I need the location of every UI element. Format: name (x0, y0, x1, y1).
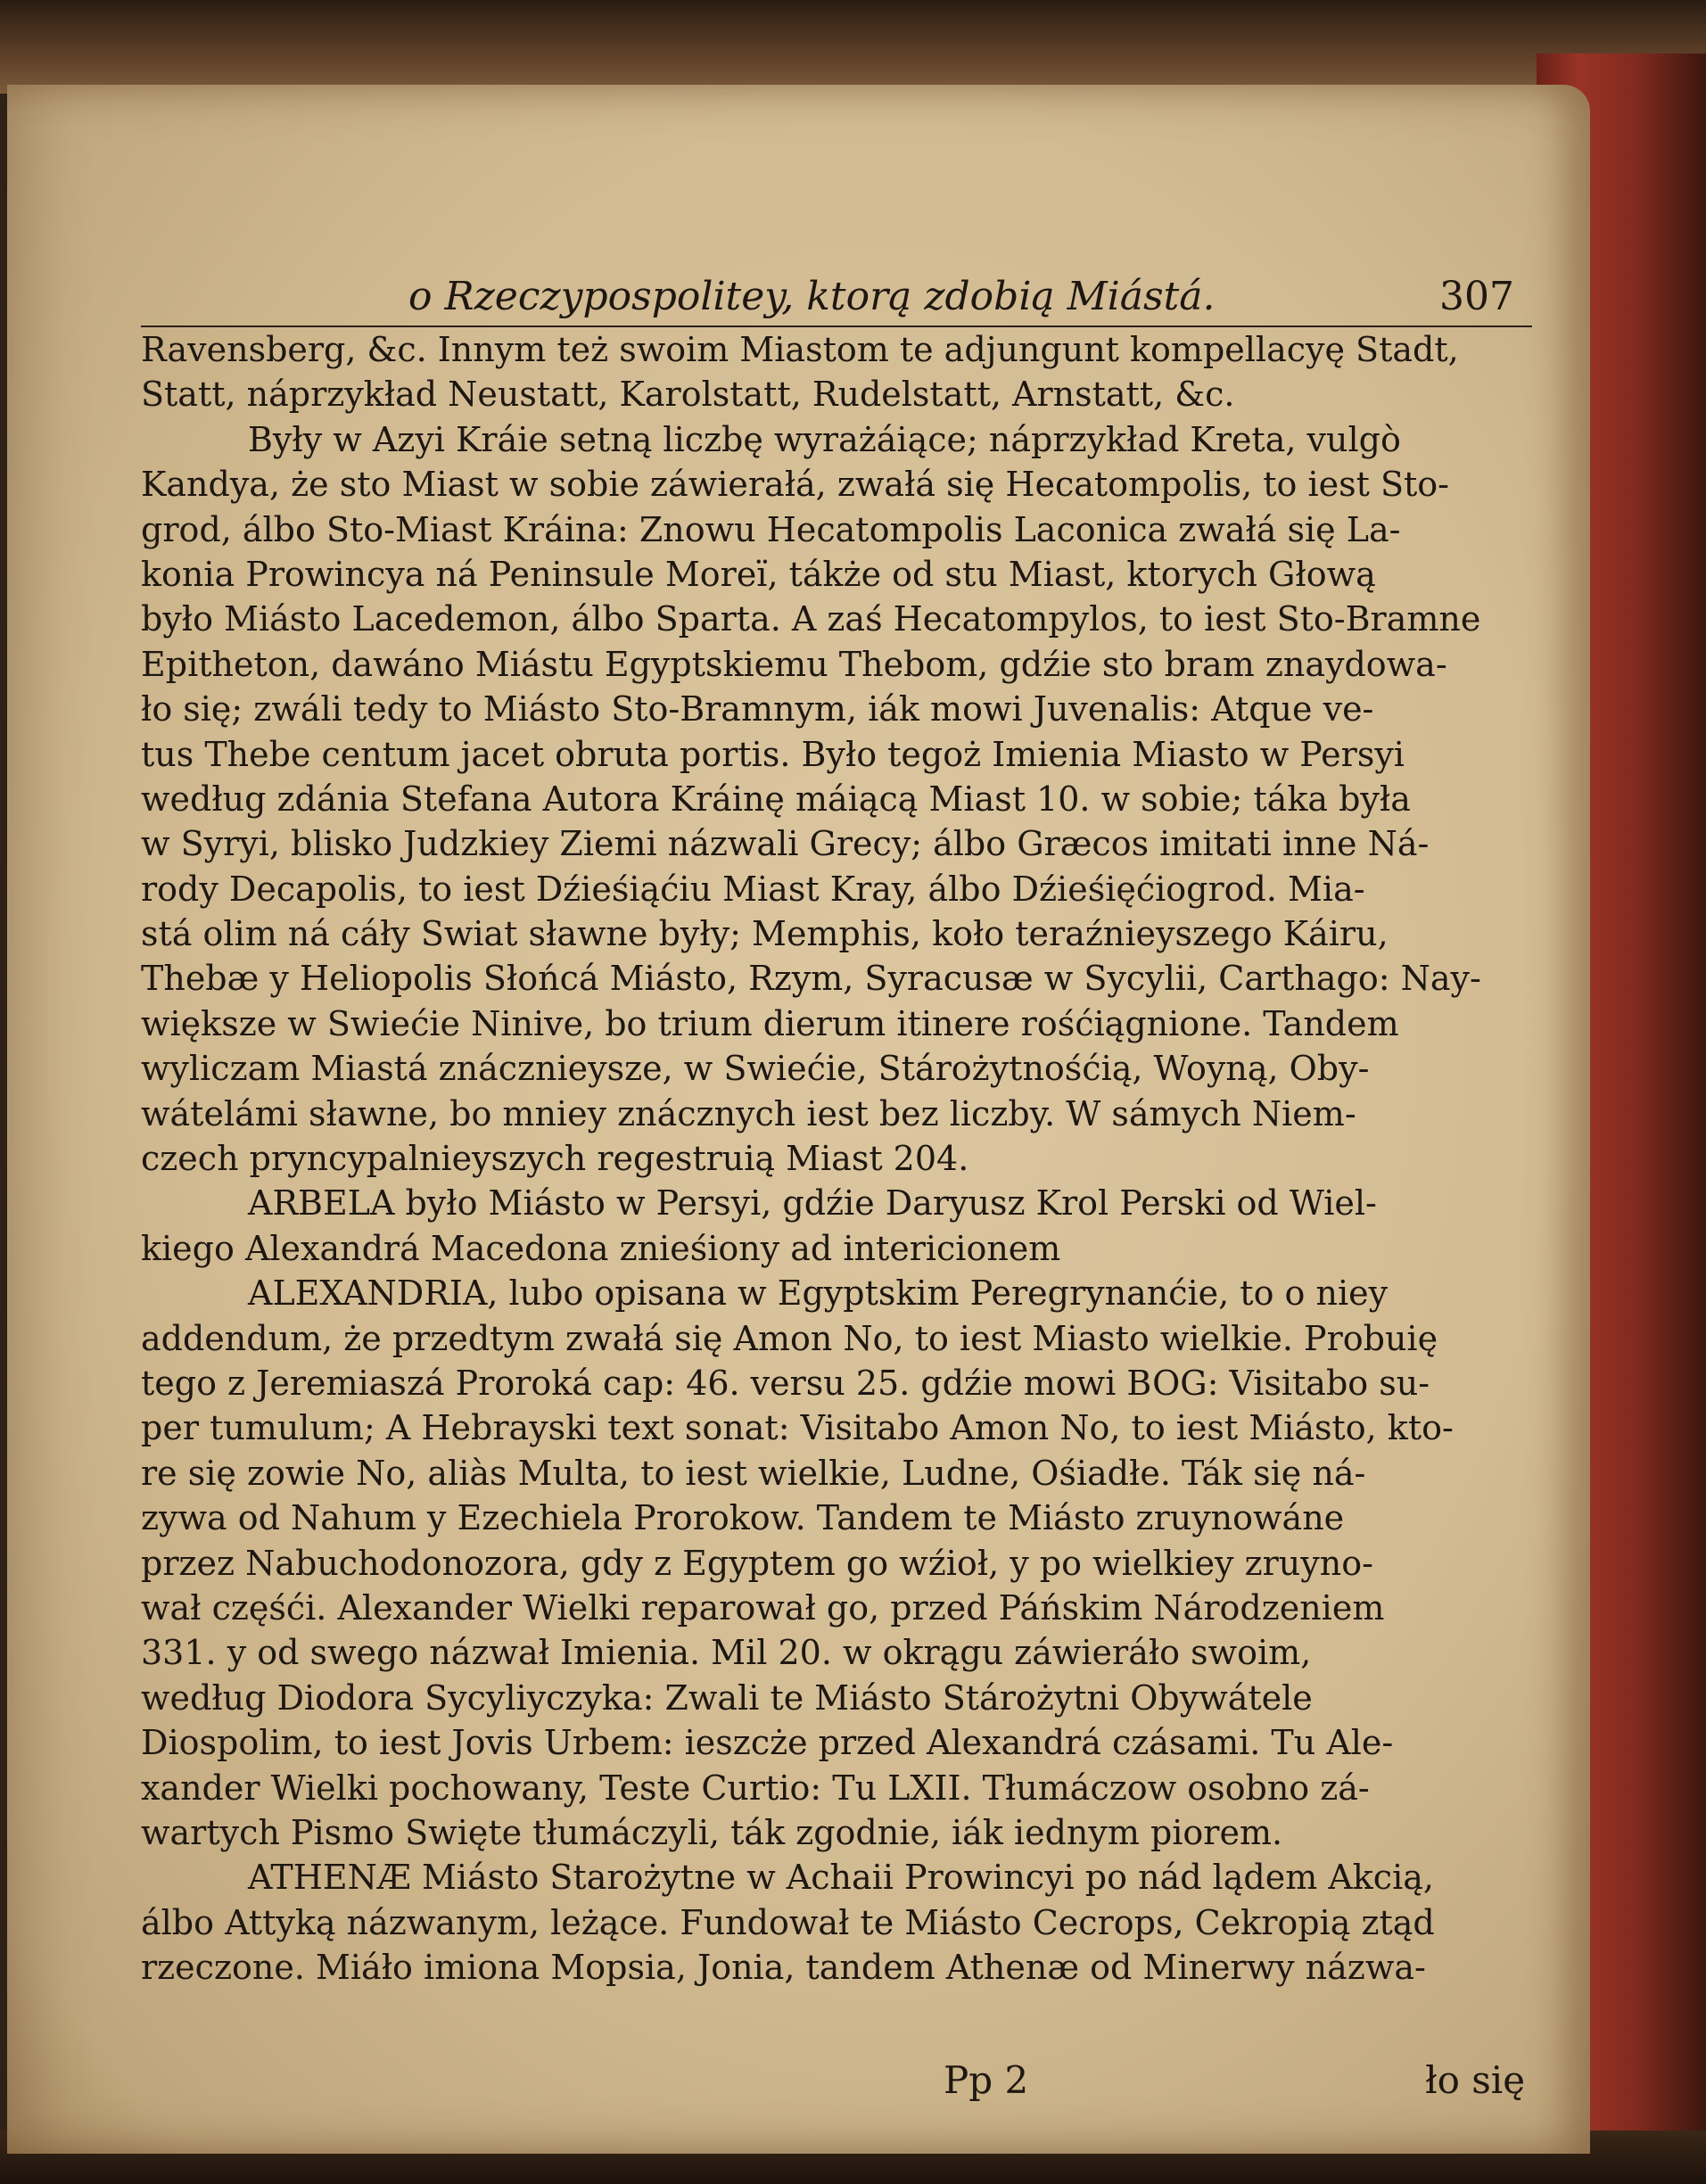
text-line: wartych Pismo Swięte tłumáczyli, ták zgodnie, iák iednym piorem. (141, 1812, 1283, 1852)
text-line: ARBELA było Miásto w Persyi, gdźie Daryusz Krol Perski od Wiel- (248, 1183, 1377, 1224)
text-line: Były w Azyi Kráie setną liczbę wyrażáiące; náprzykład Kreta, vulgò (248, 419, 1401, 459)
text-line: konia Prowincya ná Peninsule Moreï, tákże od stu Miast, ktorych Głową (141, 554, 1376, 594)
text-line: większe w Swiećie Ninive, bo trium dierum itinere rośćiągnione. Tandem (141, 1003, 1399, 1043)
text-line: rody Decapolis, to iest Dźieśiąćiu Miast Kray, álbo Dźieśięćiogrod. Mia- (141, 869, 1365, 909)
text-line: przez Nabuchodonozora, gdy z Egyptem go wźioł, y po wielkiey zruyno- (141, 1543, 1373, 1583)
text-line: rzeczone. Miáło imiona Mopsia, Jonia, tandem Athenæ od Minerwy názwa- (141, 1948, 1426, 1988)
signature-mark: Pp 2 (944, 2058, 1029, 2102)
text-line: było Miásto Lacedemon, álbo Sparta. A zaś Hecatompylos, to iest Sto-Bramne (141, 599, 1481, 639)
text-line: Thebæ y Heliopolis Słońcá Miásto, Rzym, Syracusæ w Sycylii, Carthago: Nay- (141, 959, 1481, 999)
text-block (141, 272, 1532, 2184)
text-line: 331. y od swego názwał Imienia. Mil 20. w okrągu záwieráło swoim, (141, 1633, 1312, 1673)
text-line: według Diodora Sycyliyczyka: Zwali te Miásto Stárożytni Obywátele (141, 1677, 1313, 1718)
text-line: Statt, náprzykład Neustatt, Karolstatt, Rudelstatt, Arnstatt, &c. (141, 375, 1235, 415)
text-line: addendum, że przedtym zwałá się Amon No, to iest Miasto wielkie. Probuię (141, 1318, 1438, 1358)
text-line: wał częśći. Alexander Wielki reparował go, przed Páńskim Národzeniem (141, 1587, 1385, 1628)
text-line: w Syryi, blisko Judzkiey Ziemi názwali Grecy; álbo Græcos imitati inne Ná- (141, 824, 1430, 864)
text-line: Diospolim, to iest Jovis Urbem: ieszcże przed Alexandrá czásami. Tu Ale- (141, 1723, 1394, 1763)
text-line: xander Wielki pochowany, Teste Curtio: Tu LXII. Tłumáczow osobno zá- (141, 1768, 1370, 1808)
text-line: wátelámi sławne, bo mniey znácznych iest bez liczby. W sámych Niem- (141, 1093, 1356, 1133)
page-header (141, 272, 1532, 327)
text-line: tus Thebe centum jacet obruta portis. Było tegoż Imienia Miasto w Persyi (141, 734, 1405, 774)
text-line: zywa od Nahum y Ezechiela Prorokow. Tandem te Miásto zruynowáne (141, 1498, 1345, 1538)
running-head: o Rzeczypospolitey, ktorą zdobią Miástá. (408, 274, 1216, 319)
text-line: według zdánia Stefana Autora Kráinę máiącą Miast 10. w sobie; táka była (141, 779, 1411, 819)
text-line: per tumulum; A Hebrayski text sonat: Visitabo Amon No, to iest Miásto, kto- (141, 1408, 1454, 1448)
book-top-edge (0, 0, 1706, 94)
text-line: ATHENÆ Miásto Starożytne w Achaii Prowincyi po nád lądem Akcią, (248, 1858, 1434, 1898)
text-line: stá olim ná cáły Swiat sławne były; Memphis, koło teraźnieyszego Káiru, (141, 914, 1389, 954)
text-line: Kandya, że sto Miast w sobie záwierałá, zwałá się Hecatompolis, to iest Sto- (141, 465, 1449, 505)
text-line: tego z Jeremiaszá Proroká cap: 46. versu 25. gdźie mowi BOG: Visitabo su- (141, 1363, 1430, 1403)
book-page (7, 85, 1590, 2154)
text-line: Ravensberg, &c. Innym też swoim Miastom te adjungunt kompellacyę Stadt, (141, 330, 1459, 369)
page-number: 307 (1439, 274, 1514, 319)
catchword: ło się (1425, 2058, 1526, 2102)
text-line: Epitheton, dawáno Miástu Egyptskiemu Thebom, gdźie sto bram znaydowa- (141, 644, 1447, 684)
text-line: ło się; zwáli tedy to Miásto Sto-Bramnym, iák mowi Juvenalis: Atque ve- (141, 689, 1374, 729)
page-footer (141, 2056, 1532, 2109)
text-line: czech pryncypalnieyszych regestruią Miast 204. (141, 1139, 969, 1179)
text-line: grod, álbo Sto-Miast Kráina: Znowu Hecatompolis Laconica zwałá się La- (141, 509, 1401, 549)
text-line: wyliczam Miastá znácznieysze, w Swiećie, Stárożytnośćią, Woyną, Oby- (141, 1049, 1370, 1089)
text-line: kiego Alexandrá Macedona znieśiony ad intericionem (141, 1228, 1061, 1268)
text-line: re się zowie No, aliàs Multa, to iest wielkie, Ludne, Ośiadłe. Ták się ná- (141, 1453, 1366, 1493)
body-text (141, 327, 1532, 1990)
text-line: álbo Attyką názwanym, leżące. Fundował te Miásto Cecrops, Cekropią ztąd (141, 1902, 1435, 1942)
text-line: ALEXANDRIA, lubo opisana w Egyptskim Peregrynanćie, to o niey (248, 1273, 1389, 1314)
